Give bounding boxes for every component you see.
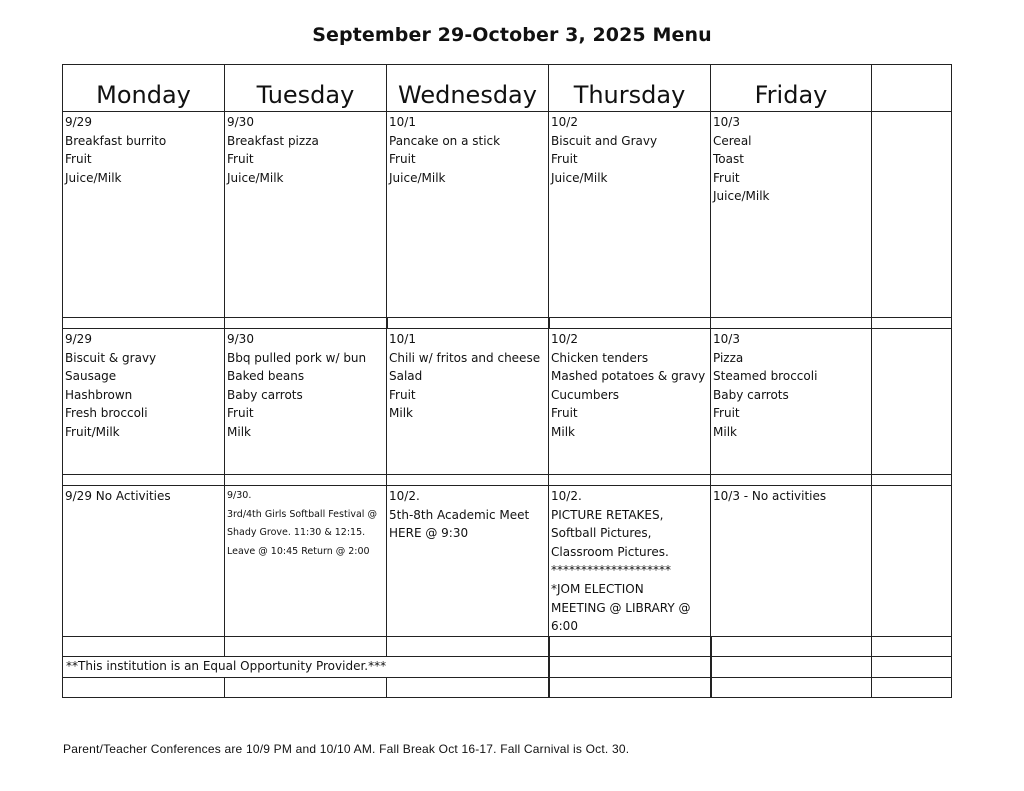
menu-item: 10/3	[713, 332, 740, 346]
menu-item: Breakfast burrito	[65, 133, 167, 148]
menu-item: Fruit/Milk	[65, 424, 120, 439]
menu-item: Toast	[713, 152, 744, 167]
equal-opportunity-row	[63, 657, 952, 678]
day-header-friday: Friday	[711, 65, 872, 112]
activity-text: PICTURE RETAKES,	[551, 507, 664, 522]
menu-item: Baby carrots	[713, 387, 789, 402]
day-header-monday: Monday	[63, 65, 225, 112]
menu-item: 10/3	[713, 115, 740, 129]
footer-note: Parent/Teacher Conferences are 10/9 PM and 10/10 AM. Fall Break Oct 16-17. Fall Carnival is Oct. 30.	[63, 742, 630, 756]
activity-text: Softball Pictures,	[551, 526, 652, 541]
menu-item: Fruit	[551, 406, 578, 421]
menu-item: Biscuit and Gravy	[551, 133, 658, 148]
activity-text: 10/2.	[551, 489, 582, 503]
menu-item: Juice/Milk	[65, 170, 122, 185]
menu-item: Fruit	[551, 152, 578, 167]
menu-item: Fresh broccoli	[65, 406, 148, 421]
activity-text: 10/2.	[389, 489, 420, 503]
spacer-row	[63, 318, 952, 329]
lunch-cell-tuesday	[225, 329, 386, 442]
activity-text: 9/30.	[227, 490, 252, 501]
menu-item: Chicken tenders	[551, 350, 649, 365]
day-header-wednesday: Wednesday	[387, 65, 549, 112]
menu-item: 9/30	[227, 332, 254, 346]
menu-item: Cereal	[713, 133, 752, 148]
menu-item: Baby carrots	[227, 387, 303, 402]
menu-item: 9/29	[65, 115, 92, 129]
menu-item: Juice/Milk	[551, 170, 608, 185]
menu-item: 10/1	[389, 332, 416, 346]
menu-item: Chili w/ fritos and cheese	[389, 350, 541, 365]
menu-item: Milk	[227, 424, 251, 439]
menu-item: Milk	[389, 406, 413, 421]
menu-item: Fruit	[713, 170, 740, 185]
day-header-tuesday: Tuesday	[225, 65, 387, 112]
equal-opportunity-statement: **This institution is an Equal Opportunity Provider.***	[66, 659, 387, 673]
activities-row	[63, 486, 952, 637]
lunch-cell-thursday	[549, 329, 710, 442]
menu-item: Mashed potatoes & gravy	[551, 369, 706, 384]
header-row	[63, 65, 952, 112]
menu-item: Fruit	[389, 387, 416, 402]
menu-item: Pizza	[713, 350, 744, 365]
empty-header-cell	[872, 65, 952, 112]
menu-item: Milk	[551, 424, 575, 439]
menu-item: Sausage	[65, 369, 117, 384]
lunch-row	[63, 329, 952, 475]
menu-item: Juice/Milk	[713, 189, 770, 204]
spacer-row	[63, 475, 952, 486]
activity-text: MEETING @ LIBRARY @	[551, 600, 691, 615]
activity-text: 9/29 No Activities	[65, 489, 171, 503]
menu-item: Fruit	[713, 406, 740, 421]
breakfast-cell-thursday	[549, 112, 710, 187]
activity-text: 5th-8th Academic Meet	[389, 507, 530, 522]
activity-text: 3rd/4th Girls Softball Festival @	[227, 508, 377, 520]
menu-item: Juice/Milk	[389, 170, 446, 185]
breakfast-cell-wednesday	[387, 112, 548, 187]
menu-item: Fruit	[227, 406, 254, 421]
menu-item: Bbq pulled pork w/ bun	[227, 350, 367, 365]
breakfast-cell-friday	[711, 112, 871, 206]
menu-item: 10/1	[389, 115, 416, 129]
menu-item: Juice/Milk	[227, 170, 284, 185]
menu-item: Breakfast pizza	[227, 133, 319, 148]
empty-cell	[872, 112, 952, 318]
menu-item: Cucumbers	[551, 387, 620, 402]
activity-text: HERE @ 9:30	[389, 526, 469, 541]
lunch-cell-friday	[711, 329, 871, 442]
menu-item: Pancake on a stick	[389, 133, 501, 148]
menu-item: Fruit	[65, 152, 92, 167]
menu-item: 10/2	[551, 115, 578, 129]
page-title: September 29-October 3, 2025 Menu	[312, 24, 712, 46]
activity-text: Classroom Pictures.	[551, 544, 669, 559]
activities-cell-friday	[711, 486, 871, 506]
menu-item: Steamed broccoli	[713, 369, 818, 384]
activity-text: 6:00	[551, 619, 578, 634]
spacer-row	[63, 637, 952, 657]
menu-item: Milk	[713, 424, 737, 439]
lunch-cell-wednesday	[387, 329, 548, 423]
lunch-cell-monday	[63, 329, 224, 442]
activity-text: Leave @ 10:45 Return @ 2:00	[227, 545, 370, 557]
menu-item: Biscuit & gravy	[65, 350, 157, 365]
empty-cell	[872, 486, 952, 637]
activity-text: *JOM ELECTION	[551, 581, 644, 596]
menu-item: Baked beans	[227, 369, 305, 384]
activity-text: 10/3 - No activities	[713, 489, 827, 503]
empty-cell	[872, 329, 952, 475]
activity-text: ********************	[551, 563, 671, 578]
menu-item: Salad	[389, 369, 423, 384]
breakfast-cell-tuesday	[225, 112, 386, 187]
breakfast-cell-monday	[63, 112, 224, 187]
activities-cell-wednesday	[387, 486, 548, 543]
menu-table	[62, 64, 952, 698]
activities-cell-tuesday	[225, 486, 386, 561]
menu-item: Hashbrown	[65, 387, 133, 402]
day-header-thursday: Thursday	[549, 65, 711, 112]
activities-cell-thursday	[549, 486, 710, 636]
menu-item: 9/29	[65, 332, 92, 346]
spacer-row	[63, 678, 952, 698]
breakfast-row	[63, 112, 952, 318]
activity-text: Shady Grove. 11:30 & 12:15.	[227, 527, 366, 539]
menu-item: Fruit	[227, 152, 254, 167]
menu-item: Fruit	[389, 152, 416, 167]
menu-item: 10/2	[551, 332, 578, 346]
activities-cell-monday	[63, 486, 224, 506]
menu-item: 9/30	[227, 115, 254, 129]
